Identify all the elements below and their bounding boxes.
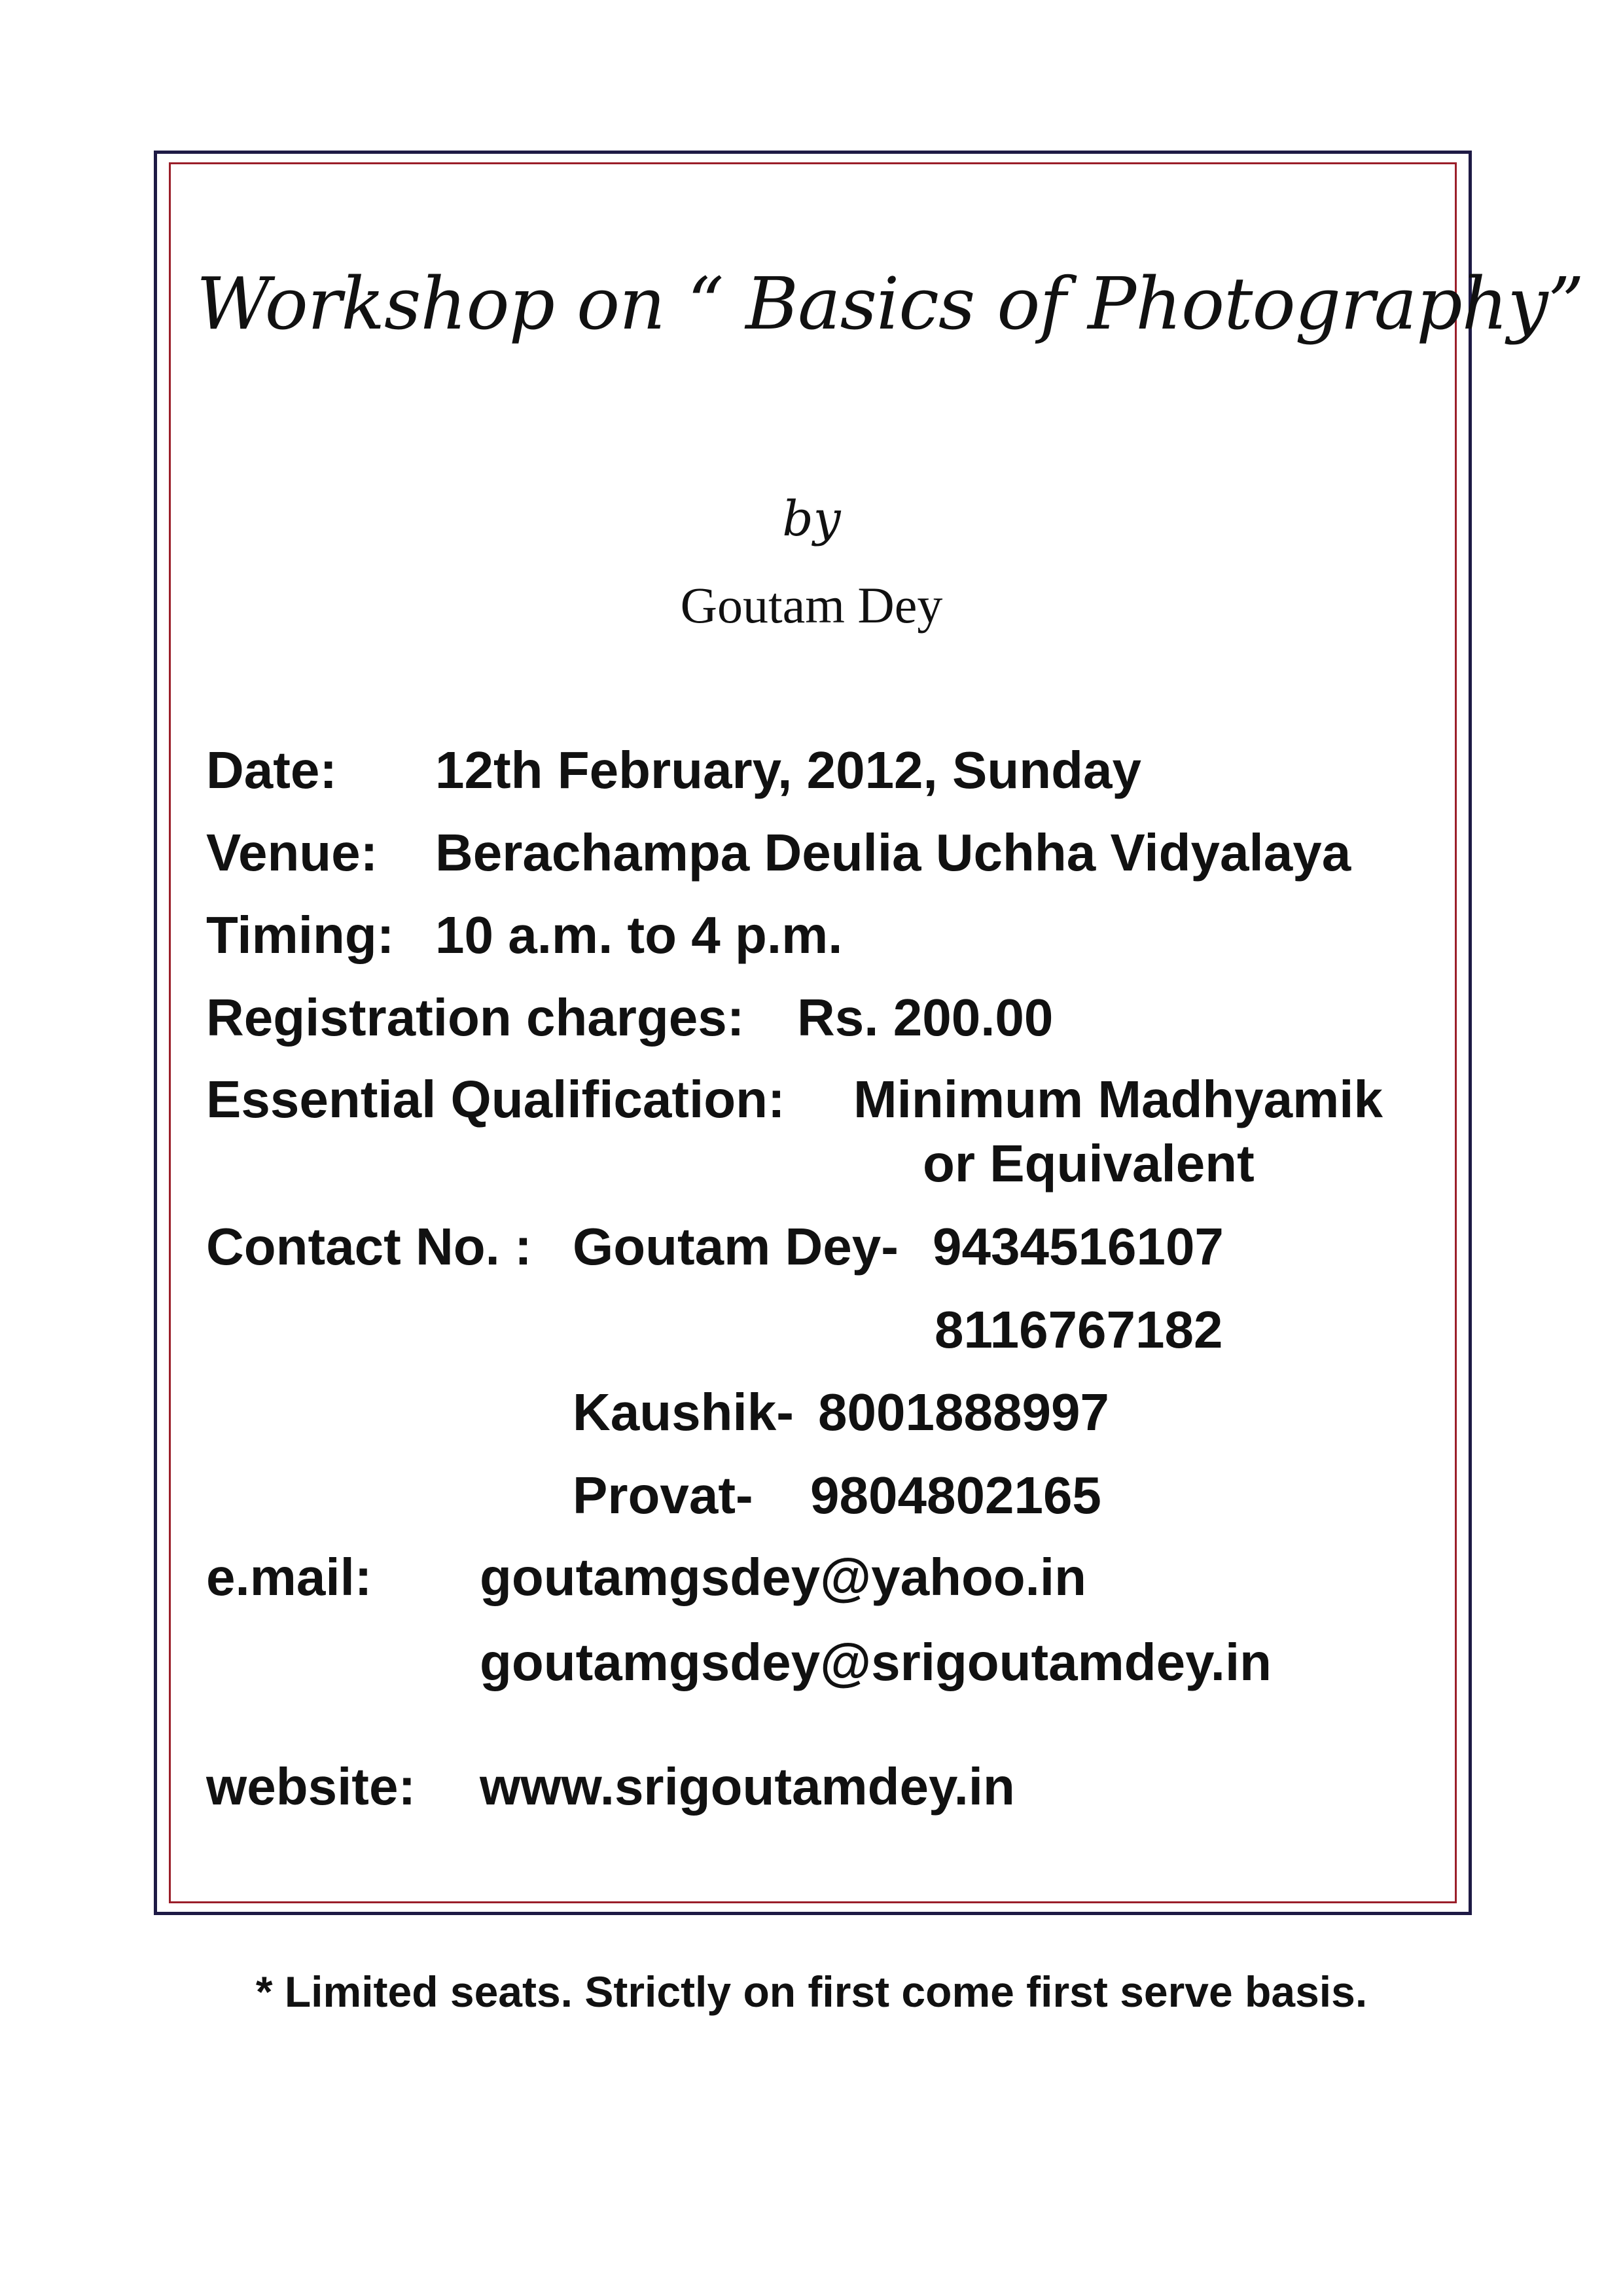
email-link[interactable]: goutamgsdey@srigoutamdey.in [480,1633,1272,1691]
contact-label: Contact No. : [206,1217,532,1276]
timing-value: 10 a.m. to 4 p.m. [435,906,843,964]
website-label: website: [206,1757,416,1816]
venue-value: Berachampa Deulia Uchha Vidyalaya [435,823,1351,882]
timing-label: Timing: [206,906,395,964]
contact-number: 8001888997 [818,1383,1109,1441]
qualification-value-continued: or Equivalent [923,1134,1255,1193]
poster-title: Workshop on “ Basics of Photography” [196,262,1584,346]
registration-label: Registration charges: [206,988,745,1047]
date-label: Date: [206,741,338,799]
website-link[interactable]: www.srigoutamdey.in [480,1757,1015,1816]
contact-number: 9804802165 [810,1466,1101,1524]
email-link[interactable]: goutamgsdey@yahoo.in [480,1548,1086,1606]
contact-number: 9434516107 [933,1217,1224,1276]
contact-number: 8116767182 [935,1300,1223,1359]
contact-name: Provat- [573,1466,753,1524]
author-name: Goutam Dey [680,577,943,634]
qualification-value: Minimum Madhyamik [853,1070,1383,1128]
email-label: e.mail: [206,1548,372,1606]
contact-name: Goutam Dey- [573,1217,899,1276]
date-value: 12th February, 2012, Sunday [435,741,1141,799]
by-text: by [782,491,841,547]
contact-name: Kaushik- [573,1383,794,1441]
registration-value: Rs. 200.00 [797,988,1054,1047]
footnote: * Limited seats. Strictly on first come first serve basis. [255,1967,1368,2016]
qualification-label: Essential Qualification: [206,1070,785,1128]
venue-label: Venue: [206,823,378,882]
